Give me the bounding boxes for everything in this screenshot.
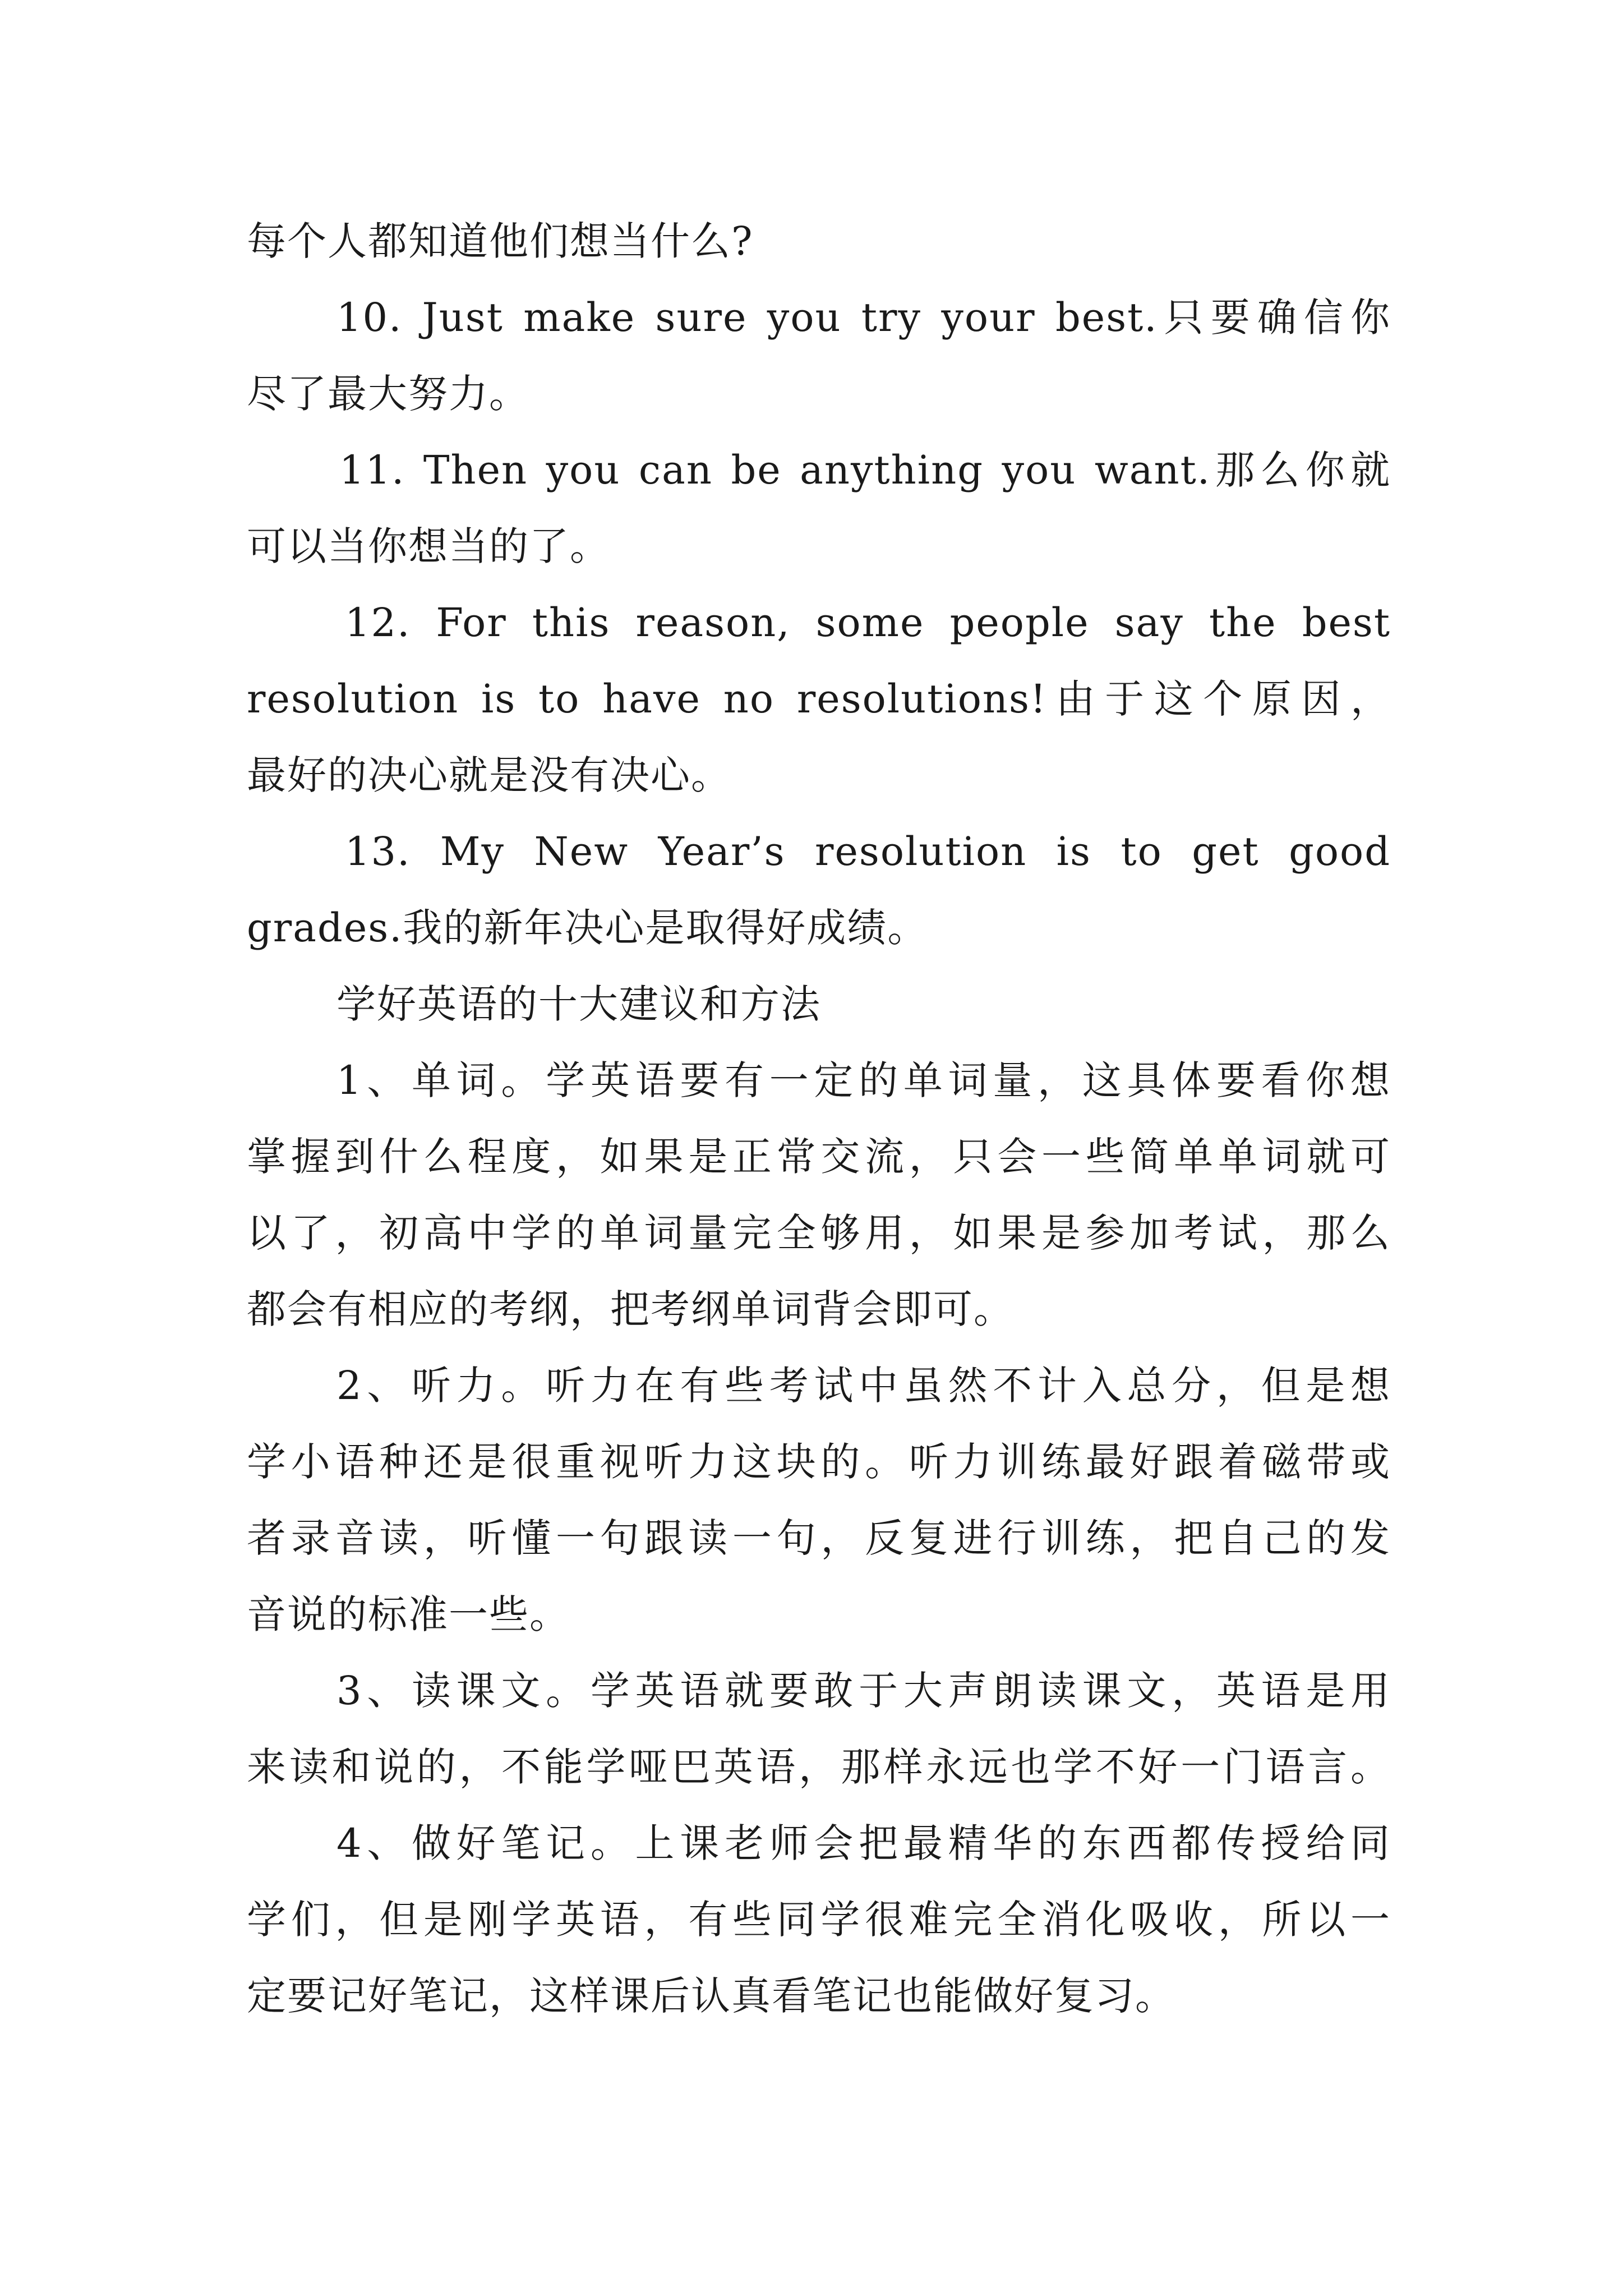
tip-3-line-1: 3、读课文。学英语就要敢于大声朗读课文，英语是用 <box>336 1668 1391 1714</box>
tip-3-line-2: 来读和说的，不能学哑巴英语，那样永远也学不好一门语言。 <box>247 1744 1391 1790</box>
tip-2-line-3: 者录音读，听懂一句跟读一句，反复进行训练，把自己的发 <box>247 1515 1391 1561</box>
tip-4-line-2: 学们，但是刚学英语，有些同学很难完全消化吸收，所以一 <box>247 1897 1391 1943</box>
tip-2-line-4: 音说的标准一些。 <box>247 1591 570 1637</box>
tip-1-line-3: 以了，初高中学的单词量完全够用，如果是参加考试，那么 <box>247 1210 1391 1256</box>
sentence-12-line-2: resolution is to have no resolutions!由于这个原因， <box>247 676 1391 722</box>
tip-2-line-1: 2、听力。听力在有些考试中虽然不计入总分，但是想 <box>336 1363 1391 1409</box>
sentence-12-line-1: 12. For this reason, some people say the best <box>345 600 1391 646</box>
tip-4-line-3: 定要记好笔记，这样课后认真看笔记也能做好复习。 <box>247 1973 1175 2019</box>
sentence-13-line-1: 13. My New Year’s resolution is to get good <box>345 829 1391 875</box>
sentence-10-line-1: 10. Just make sure you try your best.只要确信你 <box>336 295 1391 341</box>
tip-1-line-2: 掌握到什么程度，如果是正常交流，只会一些简单单词就可 <box>247 1134 1391 1180</box>
section-heading: 学好英语的十大建议和方法 <box>336 981 821 1027</box>
sentence-10-line-2: 尽了最大努力。 <box>247 371 529 417</box>
sentence-13-line-2: grades.我的新年决心是取得好成绩。 <box>247 905 928 951</box>
tip-2-line-2: 学小语种还是很重视听力这块的。听力训练最好跟着磁带或 <box>247 1439 1391 1485</box>
sentence-12-line-3: 最好的决心就是没有决心。 <box>247 752 731 798</box>
tip-4-line-1: 4、做好笔记。上课老师会把最精华的东西都传授给同 <box>336 1820 1391 1866</box>
text-line: 每个人都知道他们想当什么? <box>247 218 754 264</box>
tip-1-line-1: 1、单词。学英语要有一定的单词量，这具体要看你想 <box>336 1057 1391 1103</box>
sentence-11-line-2: 可以当你想当的了。 <box>247 523 610 569</box>
sentence-11-line-1: 11. Then you can be anything you want.那么你就 <box>339 447 1391 493</box>
tip-1-line-4: 都会有相应的考纲，把考纲单词背会即可。 <box>247 1286 1014 1332</box>
